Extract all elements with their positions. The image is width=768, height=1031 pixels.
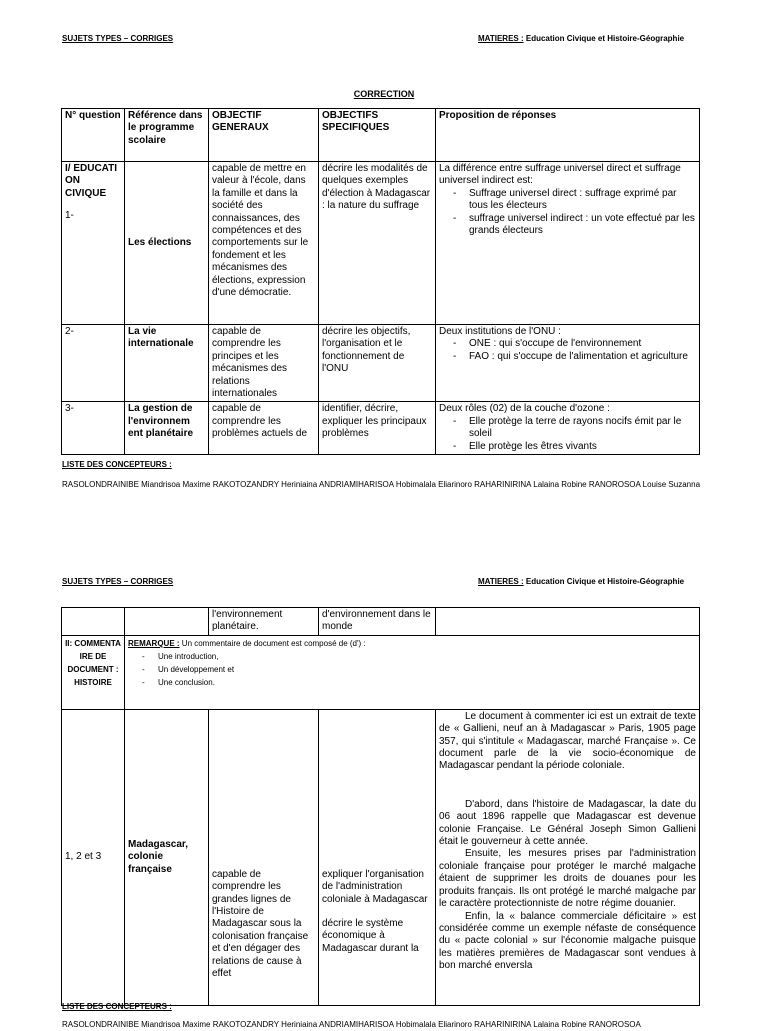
section-title: I/ EDUCATI ON CIVIQUE	[65, 163, 118, 199]
page1-title: CORRECTION	[353, 89, 415, 99]
col-header-answer: Proposition de réponses	[436, 109, 700, 162]
cont-spec: d'environnement dans le monde	[319, 608, 436, 636]
section2-title: II: COMMENTA IRE DE DOCUMENT : HISTOIRE	[62, 635, 125, 709]
list-item: - suffrage universel indirect : un vote effectué par les grands électeurs	[453, 213, 696, 238]
row1-ref: Les élections	[125, 162, 209, 325]
col-header-num: N° question	[62, 109, 125, 162]
cont-ref	[125, 608, 209, 636]
page1-header-left: SUJETS TYPES – CORRIGES	[62, 34, 174, 43]
page2-designers-label: LISTE DES CONCEPTEURS :	[62, 1002, 172, 1011]
list-item: - Une conclusion.	[142, 676, 696, 689]
answer-paragraph: Le document à commenter ici est un extrait de texte de « Gallieni, neuf an à Madagascar » Paris, 1905 page 357, qui s'intitule « Madagascar, marché Française ». Ce document parle de la vie socio-économique de Madagascar pendant la période coloniale.	[439, 710, 696, 772]
answer-paragraph: Ensuite, les mesures prises par l'administration coloniale française pour protéger le marché malgache étaient de supprimer les droits de douanes pour les produits français. Ils ont protégé le marché malgache par le caractère protectionniste de notre régime douanier.	[439, 848, 696, 910]
page2-header-right: MATIERES : Education Civique et Histoire-Géographie	[478, 577, 685, 586]
remark: REMARQUE : Un commentaire de document est composé de (d') :	[128, 638, 366, 648]
page2-correction-table	[61, 607, 700, 1006]
row3-ref: La gestion de l'environnem ent planétaire	[125, 402, 209, 455]
answer-intro: Deux institutions de l'ONU :	[439, 326, 561, 337]
answer-paragraph: Enfin, la « balance commerciale déficitaire » est considérée comme un exemple néfaste de conséquence du « pacte colonial » sur l'économie malgache puisque les matières premières de Madagascar sont vendues à bon marché enversla	[439, 910, 696, 972]
col-header-spec: OBJECTIFS SPECIFIQUES	[319, 109, 436, 162]
answer-intro: La différence entre suffrage universel direct et suffrage universel indirect est:	[439, 163, 681, 187]
remark-list	[128, 650, 696, 689]
row-ref: Madagascar, colonie française	[125, 709, 209, 1005]
list-item: - ONE : qui s'occupe de l'environnement	[453, 338, 696, 350]
col-header-gen: OBJECTIF GENERAUX	[209, 109, 319, 162]
list-item: - Elle protège la terre de rayons nocifs émit par le soleil	[453, 416, 696, 441]
row-spec	[319, 709, 436, 1005]
list-item: - Elle protège les êtres vivants	[453, 441, 696, 453]
answer-intro: Deux rôles (02) de la couche d'ozone :	[439, 403, 610, 415]
question-number: 1-	[65, 210, 74, 222]
table-row	[62, 402, 700, 455]
row2-answer	[436, 325, 700, 402]
table-header-row	[62, 109, 700, 162]
cont-answer	[436, 608, 700, 636]
row1-gen: capable de mettre en valeur à l'école, dans la famille et dans la société des connaissances, des compétences et des comportements sur le fondement et les mécanismes des élections, expression d'une démocratie.	[209, 162, 319, 325]
remark-cell	[125, 635, 700, 709]
page1-designers-label: LISTE DES CONCEPTEURS :	[62, 460, 172, 469]
answer-list	[439, 188, 696, 238]
row1-spec: décrire les modalités de quelques exemples d'élection à Madagascar : la nature du suffrage	[319, 162, 436, 325]
row2-ref: La vie internationale	[125, 325, 209, 402]
table-row	[62, 635, 700, 709]
row-answer	[436, 709, 700, 1005]
table-row	[62, 325, 700, 402]
answer-paragraph: D'abord, dans l'histoire de Madagascar, la date du 06 aout 1896 rappelle que Madagascar est devenue colonie Française. Le Général Joseph Simon Gallieni était le gouverneur à cette année.	[439, 798, 696, 848]
row1-answer	[436, 162, 700, 325]
page2-header-left: SUJETS TYPES – CORRIGES	[62, 577, 174, 586]
page1-designers: RASOLONDRAINIBE Miandrisoa Maxime RAKOTOZANDRY Heriniaina ANDRIAMIHARISOA Hobimalala Eliarinoro RAHARINIRINA Lalaina Robine RANOROSOA Louise Suzanna	[62, 480, 701, 489]
row3-num: 3-	[62, 402, 125, 455]
row2-spec: décrire les objectifs, l'organisation et le fonctionnement de l'ONU	[319, 325, 436, 402]
spec-1: expliquer l'organisation de l'administration coloniale à Madagascar	[322, 868, 428, 905]
row-gen: capable de comprendre les grandes lignes de l'Histoire de Madagascar sous la colonisation française et d'en dégager des relations de cause à effet	[209, 709, 319, 1005]
row1-num	[62, 162, 125, 325]
row3-answer	[436, 402, 700, 455]
table-row	[62, 608, 700, 636]
cont-num	[62, 608, 125, 636]
cont-gen: l'environnement planétaire.	[209, 608, 319, 636]
list-item: - Une introduction,	[142, 650, 696, 663]
row3-gen: capable de comprendre les problèmes actuels de	[209, 402, 319, 455]
spec-2: décrire le système économique à Madagascar durant la	[322, 918, 419, 954]
page1-header-right: MATIERES : Education Civique et Histoire-Géographie	[478, 34, 685, 43]
page2-designers: RASOLONDRAINIBE Miandrisoa Maxime RAKOTOZANDRY Heriniaina ANDRIAMIHARISOA Hobimalala Eliarinoro RAHARINIRINA Lalaina Robine RANOROSOA	[62, 1020, 641, 1029]
table-row	[62, 162, 700, 325]
row2-num: 2-	[62, 325, 125, 402]
answer-list	[439, 416, 696, 453]
row2-gen: capable de comprendre les principes et les mécanismes des relations internationales	[209, 325, 319, 402]
answer-list	[439, 338, 696, 363]
col-header-ref: Référence dans le programme scolaire	[125, 109, 209, 162]
row3-spec: identifier, décrire, expliquer les principaux problèmes	[319, 402, 436, 455]
list-item: - FAO : qui s'occupe de l'alimentation et agriculture	[453, 351, 696, 363]
table-row	[62, 709, 700, 1005]
list-item: - Suffrage universel direct : suffrage exprimé par tous les électeurs	[453, 188, 696, 213]
row-num: 1, 2 et 3	[62, 709, 125, 1005]
page1-correction-table	[61, 108, 700, 455]
list-item: - Un développement et	[142, 663, 696, 676]
